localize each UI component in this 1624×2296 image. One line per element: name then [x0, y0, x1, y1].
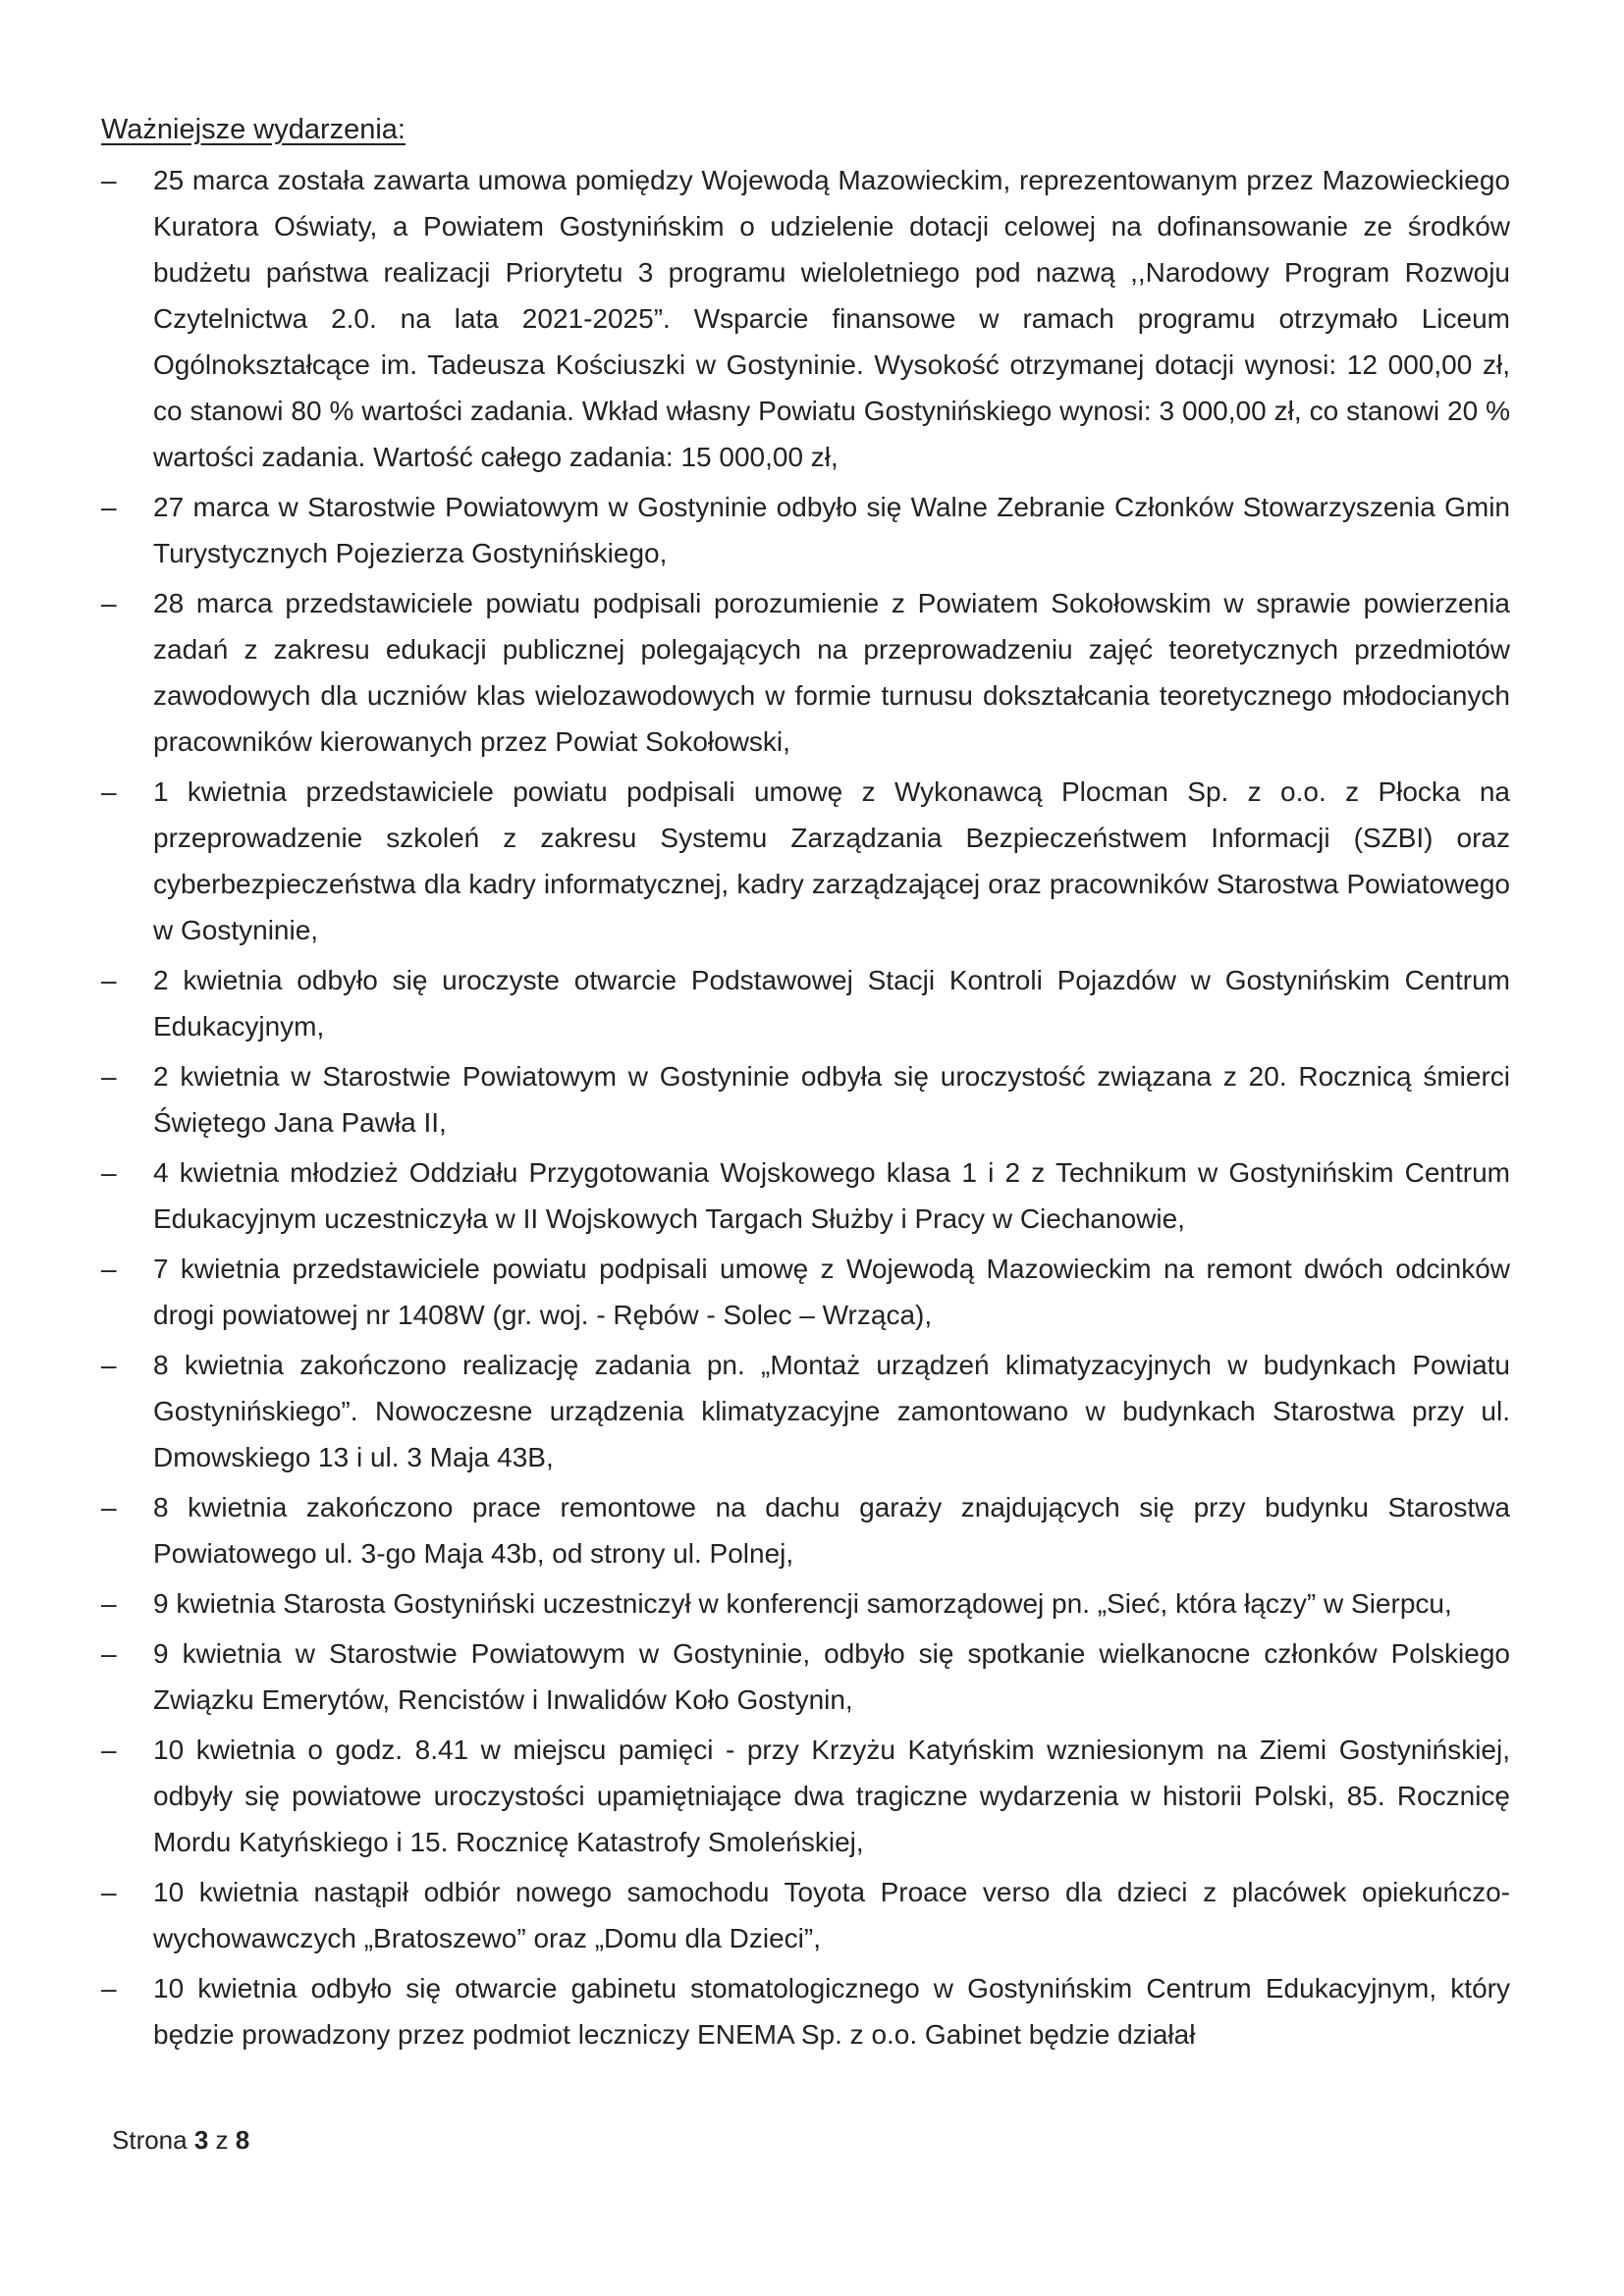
list-item-text: 10 kwietnia o godz. 8.41 w miejscu pamięci - przy Krzyżu Katyńskim wzniesionym na Ziemi Gostynińskiej, odbyły się powiatowe uroczystości upamiętniające dwa tragiczne wydarzenia w historii Polski, 85. Rocznicę Mordu Katyńskiego i 15. Rocznicę Katastrofy Smoleńskiej, — [153, 1735, 1510, 1857]
list-item — [101, 484, 1510, 576]
list-item-text: 1 kwietnia przedstawiciele powiatu podpisali umowę z Wykonawcą Plocman Sp. z o.o. z Płocka na przeprowadzenie szkoleń z zakresu Systemu Zarządzania Bezpieczeństwem Informacji (SZBI) oraz cyberbezpieczeństwa dla kadry informatycznej, kadry zarządzającej oraz pracowników Starostwa Powiatowego w Gostyninie, — [153, 776, 1510, 945]
list-item-text: 2 kwietnia w Starostwie Powiatowym w Gostyninie odbyła się uroczystość związana z 20. Rocznicą śmierci Świętego Jana Pawła II, — [153, 1061, 1510, 1138]
list-bullet: – — [101, 1735, 117, 1765]
list-item-text: 10 kwietnia odbyło się otwarcie gabinetu stomatologicznego w Gostynińskim Centrum Edukacyjnym, który będzie prowadzony przez podmiot leczniczy ENEMA Sp. z o.o. Gabinet będzie działał — [153, 1973, 1510, 2050]
list-bullet: – — [101, 1973, 117, 2003]
list-bullet: – — [101, 1638, 117, 1669]
list-bullet: – — [101, 588, 117, 618]
footer-total-pages: 8 — [235, 2125, 250, 2155]
event-list — [101, 157, 1510, 2061]
list-bullet: – — [101, 1877, 117, 1907]
list-item-text: 8 kwietnia zakończono realizację zadania pn. „Montaż urządzeń klimatyzacyjnych w budynkach Powiatu Gostynińskiego”. Nowoczesne urządzenia klimatyzacyjne zamontowano w budynkach Starostwa przy ul. Dmowskiego 13 i ul. 3 Maja 43B, — [153, 1350, 1510, 1472]
list-bullet: – — [101, 1588, 117, 1619]
list-item — [101, 1149, 1510, 1242]
list-item — [101, 1869, 1510, 1961]
list-bullet: – — [101, 1157, 117, 1188]
list-bullet: – — [101, 1254, 117, 1284]
list-item — [101, 1965, 1510, 2057]
list-bullet: – — [101, 776, 117, 807]
list-bullet: – — [101, 1061, 117, 1092]
list-item-text: 10 kwietnia nastąpił odbiór nowego samochodu Toyota Proace verso dla dzieci z placówek opiekuńczo-wychowawczych „Bratoszewo” oraz „Domu dla Dzieci”, — [153, 1877, 1510, 1953]
list-item — [101, 1727, 1510, 1865]
footer-page-number: 3 — [193, 2125, 209, 2155]
list-item — [101, 1630, 1510, 1723]
footer-of: z — [215, 2125, 229, 2155]
list-item — [101, 1246, 1510, 1338]
list-item — [101, 1580, 1510, 1627]
footer-label: Strona — [112, 2125, 188, 2155]
list-item-text: 2 kwietnia odbyło się uroczyste otwarcie Podstawowej Stacji Kontroli Pojazdów w Gostynińskim Centrum Edukacyjnym, — [153, 965, 1510, 1041]
section-heading: Ważniejsze wydarzenia: — [101, 114, 406, 145]
list-item-text: 9 kwietnia w Starostwie Powiatowym w Gostyninie, odbyło się spotkanie wielkanocne członków Polskiego Związku Emerytów, Rencistów i Inwalidów Koło Gostynin, — [153, 1638, 1510, 1715]
page-footer — [112, 2125, 249, 2156]
list-item — [101, 1053, 1510, 1146]
list-bullet: – — [101, 492, 117, 522]
list-item — [101, 580, 1510, 765]
list-item-text: 28 marca przedstawiciele powiatu podpisali porozumienie z Powiatem Sokołowskim w sprawie powierzenia zadań z zakresu edukacji publicznej polegających na przeprowadzeniu zajęć teoretycznych przedmiotów zawodowych dla uczniów klas wielozawodowych w formie turnusu dokształcania teoretycznego młodocianych pracowników kierowanych przez Powiat Sokołowski, — [153, 588, 1510, 757]
list-item-text: 9 kwietnia Starosta Gostyniński uczestniczył w konferencji samorządowej pn. „Sieć, która łączy” w Sierpcu, — [153, 1588, 1452, 1619]
list-item-text: 25 marca została zawarta umowa pomiędzy Wojewodą Mazowieckim, reprezentowanym przez Mazowieckiego Kuratora Oświaty, a Powiatem Gostynińskim o udzielenie dotacji celowej na dofinansowanie ze środków budżetu państwa realizacji Priorytetu 3 programu wieloletniego pod nazwą ,,Narodowy Program Rozwoju Czytelnictwa 2.0. na lata 2021-2025”. Wsparcie finansowe w ramach programu otrzymało Liceum Ogólnokształcące im. Tadeusza Kościuszki w Gostyninie. Wysokość otrzymanej dotacji wynosi: 12 000,00 zł, co stanowi 80 % wartości zadania. Wkład własny Powiatu Gostynińskiego wynosi: 3 000,00 zł, co stanowi 20 % wartości zadania. Wartość całego zadania: 15 000,00 zł, — [153, 165, 1510, 472]
list-bullet: – — [101, 1492, 117, 1522]
list-item-text: 7 kwietnia przedstawiciele powiatu podpisali umowę z Wojewodą Mazowieckim na remont dwóch odcinków drogi powiatowej nr 1408W (gr. woj. - Rębów - Solec – Wrząca), — [153, 1254, 1510, 1330]
list-bullet: – — [101, 1350, 117, 1380]
list-item — [101, 1342, 1510, 1480]
list-item — [101, 769, 1510, 953]
list-item-text: 8 kwietnia zakończono prace remontowe na dachu garaży znajdujących się przy budynku Starostwa Powiatowego ul. 3-go Maja 43b, od strony ul. Polnej, — [153, 1492, 1510, 1569]
list-bullet: – — [101, 965, 117, 995]
list-item-text: 27 marca w Starostwie Powiatowym w Gostyninie odbyło się Walne Zebranie Członków Stowarzyszenia Gmin Turystycznych Pojezierza Gostynińskiego, — [153, 492, 1510, 568]
list-item — [101, 1484, 1510, 1576]
list-bullet: – — [101, 165, 117, 195]
list-item — [101, 157, 1510, 480]
list-item — [101, 957, 1510, 1049]
list-item-text: 4 kwietnia młodzież Oddziału Przygotowania Wojskowego klasa 1 i 2 z Technikum w Gostynińskim Centrum Edukacyjnym uczestniczyła w II Wojskowych Targach Służby i Pracy w Ciechanowie, — [153, 1157, 1510, 1234]
